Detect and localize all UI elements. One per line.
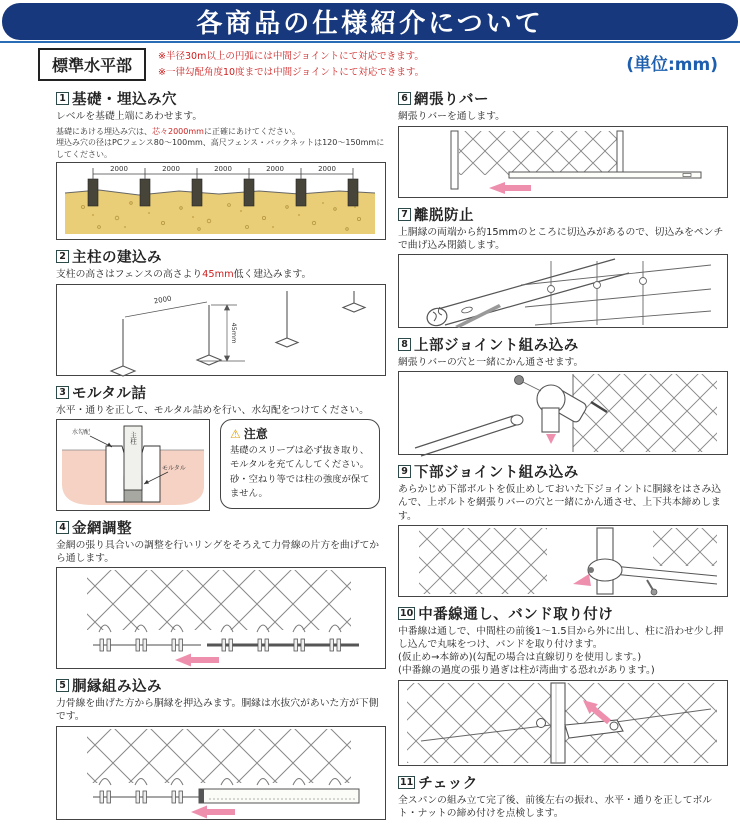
caution-box <box>220 419 380 510</box>
mesh-adjust-diagram-svg <box>57 568 383 668</box>
section-number: 10 <box>400 607 414 619</box>
caution-title: 注意 <box>243 426 268 441</box>
section-desc <box>56 268 386 281</box>
section-desc: 網張りバーの穴と一緒にかん通させます。 <box>398 356 584 368</box>
section-post-erection <box>56 246 386 375</box>
desc-text: 支柱の高さはフェンスの高さより <box>56 269 203 281</box>
mortar-diagram <box>56 419 210 511</box>
detach-prevention-diagram <box>398 254 728 328</box>
foundation-note <box>56 126 386 161</box>
section-number: 6 <box>398 92 411 105</box>
section-desc: 全スパンの組み立て完了後、前後左右の振れ、水平・通りを正してボルト・ナットの締め付けを点検します。 <box>398 794 713 819</box>
section-title: 網張りバー <box>414 92 489 109</box>
right-column <box>398 88 728 826</box>
desc-text: 低く建込みます。 <box>233 269 312 281</box>
caution-body: 基礎のスリーブは必ず抜き取り、モルタルを充てんしてください。砂・空ねり等では柱の強度が保てません。 <box>230 444 370 499</box>
section-title: 胴縁組み込み <box>72 679 162 696</box>
dim-label: 2000 <box>266 165 284 174</box>
section-title: 金網調整 <box>72 520 132 537</box>
section-desc: あらかじめ下部ボルトを仮止めしておいた下ジョイントに胴縁をはさみ込んで、上ボルトを網張りバーの穴と一緒にかん通させ、上下共本締めします。 <box>398 484 722 522</box>
dim-label: 2000 <box>110 165 128 174</box>
dim-label: 45mm <box>230 322 238 343</box>
section-number: 1 <box>56 92 69 105</box>
section-number: 9 <box>398 465 411 478</box>
note-red-text: 芯々2000mm <box>152 126 204 136</box>
section-desc: 力骨線を曲げた方から胴縁を押込みます。胴縁は水抜穴があいた方が下側です。 <box>56 698 379 723</box>
page-title: 各商品の仕様紹介について <box>196 9 544 39</box>
section-desc: 金網の張り具合いの調整を行いリングをそろえて力骨線の片方を曲げてから通します。 <box>56 539 380 564</box>
note-text: 埋込み穴の径はPCフェンス80〜100mm、高尺フェンス・バックネットは120〜150mmにしてください。 <box>56 138 385 159</box>
desc-text: (中番線の過度の張り過ぎは柱が湾曲する恐れがあります。) <box>398 665 655 677</box>
section-number: 2 <box>56 250 69 263</box>
band-attach-diagram <box>398 680 728 766</box>
left-arrow-icon <box>175 654 219 667</box>
part-label-box: 標準水平部 <box>38 48 146 81</box>
section-mortar <box>56 382 386 511</box>
header-row <box>0 43 740 81</box>
post-label: 主柱 <box>129 431 137 445</box>
section-band-attach <box>398 603 728 766</box>
mortar-diagram-svg <box>57 420 209 510</box>
foundation-diagram <box>56 162 386 240</box>
section-desc: 上胴縁の両端から約15mmのところに切込みがあるので、切込みをペンチで曲げ込み閉鎖します。 <box>398 226 724 251</box>
pink-marker <box>573 574 591 586</box>
spec-sheet-page <box>0 3 740 819</box>
mesh-adjust-diagram <box>56 567 386 669</box>
upper-joint-diagram <box>398 371 728 455</box>
note-text: に正確にあけてください。 <box>203 126 300 136</box>
desc-red-text: 45mm <box>202 269 234 281</box>
net-bar-diagram <box>398 126 728 198</box>
section-check <box>398 772 728 820</box>
left-arrow-icon <box>489 182 531 194</box>
unit-label: (単位:mm) <box>626 55 718 75</box>
section-number: 7 <box>398 208 411 221</box>
section-foundation <box>56 88 386 240</box>
dim-label: 2000 <box>162 165 180 174</box>
section-title: 中番線通し、バンド取り付け <box>418 606 614 623</box>
band-attach-diagram-svg <box>399 681 725 765</box>
section-number: 8 <box>398 338 411 351</box>
header-note-1: ※半径30m以上の円弧には中間ジョイントにて対応できます。 <box>158 51 424 62</box>
upper-joint-diagram-svg <box>399 372 725 454</box>
lower-joint-diagram-svg <box>399 526 725 596</box>
section-title: 離脱防止 <box>414 207 474 224</box>
section-title: 基礎・埋込み穴 <box>72 92 177 109</box>
section-title: チェック <box>418 775 478 792</box>
section-desc <box>398 625 728 678</box>
dim-label: 2000 <box>153 294 173 306</box>
section-title: 主柱の建込み <box>72 250 162 267</box>
section-desc: レベルを基礎上端にあわせます。 <box>56 111 203 123</box>
section-title: 下部ジョイント組み込み <box>414 465 579 482</box>
desc-text: (仮止め→本締め)(勾配の場合は直線切りを使用します。) <box>398 652 642 664</box>
rail-insert-diagram-svg <box>57 727 383 819</box>
left-column <box>56 88 386 826</box>
dim-label: 2000 <box>214 165 232 174</box>
section-detach-prevention <box>398 204 728 328</box>
rail-insert-diagram <box>56 726 386 820</box>
desc-text: 中番線は通しで、中間柱の前後1〜1.5目から外に出し、柱に沿わせ少し押し込んで丸味をつけ、バンドを取り付けます。 <box>398 625 724 651</box>
net-bar-diagram-svg <box>399 127 725 197</box>
section-number: 3 <box>56 386 69 399</box>
section-net-bar <box>398 88 728 197</box>
section-desc: 網張りバーを通します。 <box>398 111 505 123</box>
lower-joint-diagram <box>398 525 728 597</box>
foundation-diagram-svg <box>57 163 383 239</box>
warning-icon: ⚠ <box>230 426 241 441</box>
title-banner <box>2 3 738 40</box>
section-upper-joint <box>398 334 728 455</box>
header-notes <box>158 48 614 81</box>
content-columns <box>0 81 740 826</box>
section-number: 5 <box>56 679 69 692</box>
section-desc: 水平・通りを正して、モルタル詰めを行い、水勾配をつけてください。 <box>56 404 369 416</box>
header-note-2: ※一律勾配角度10度までは中間ジョイントにて対応できます。 <box>158 67 425 79</box>
section-mesh-adjust <box>56 517 386 669</box>
note-text: 基礎にあける埋込み穴は、 <box>56 126 152 136</box>
section-title: 上部ジョイント組み込み <box>414 337 579 354</box>
pink-bolt-marker <box>546 434 556 444</box>
section-title: モルタル詰 <box>72 385 147 402</box>
dim-label: 2000 <box>318 165 336 174</box>
gradient-label: 水勾配 <box>72 428 91 436</box>
post-erection-diagram-svg <box>57 285 383 375</box>
mortar-label: モルタル <box>162 464 186 472</box>
post-erection-diagram <box>56 284 386 376</box>
section-number: 4 <box>56 521 69 534</box>
section-rail-insert <box>56 675 386 819</box>
section-lower-joint <box>398 461 728 597</box>
detach-prevention-diagram-svg <box>399 255 725 327</box>
left-arrow-icon <box>191 805 235 818</box>
section-number: 11 <box>400 776 414 788</box>
